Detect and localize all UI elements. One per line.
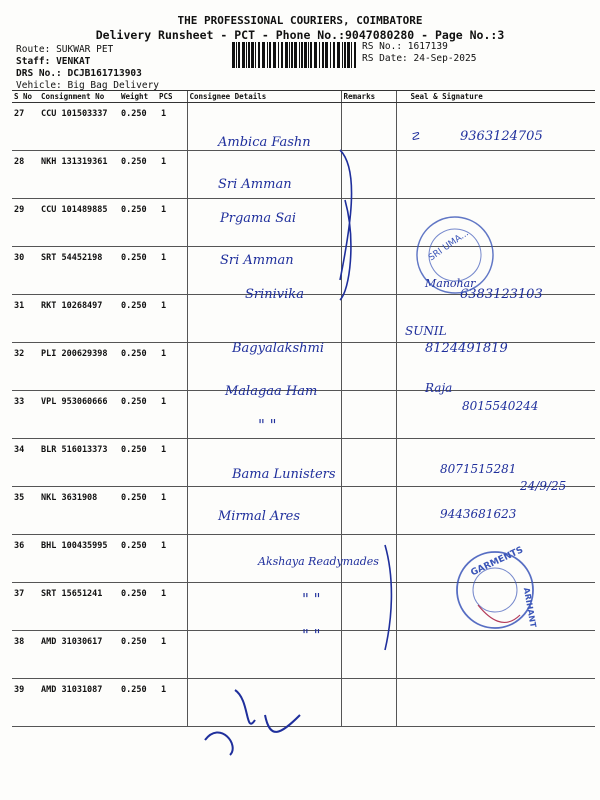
row-seal-signature xyxy=(396,295,595,343)
row-consignee-details xyxy=(187,583,341,631)
row-pcs: 1 xyxy=(157,151,187,199)
row-sno: 28 xyxy=(12,151,39,199)
row-seal-signature xyxy=(396,151,595,199)
col-header-consignee: Consignee Details xyxy=(187,91,341,103)
row-seal-signature xyxy=(396,535,595,583)
drs-value: DCJB161713903 xyxy=(67,68,142,79)
handwritten-name: Akshaya Readymades xyxy=(258,555,379,568)
barcode-bar xyxy=(322,42,324,68)
row-seal-signature xyxy=(396,631,595,679)
row-remarks xyxy=(341,247,396,295)
rs-date-line: RS Date: 24-Sep-2025 xyxy=(362,53,477,64)
handwritten-ditto: " " xyxy=(258,416,277,434)
vehicle-line: Vehicle: Big Bag Delivery xyxy=(16,80,160,91)
col-header-remarks: Remarks xyxy=(341,91,396,103)
row-remarks xyxy=(341,199,396,247)
barcode-bar xyxy=(232,42,235,68)
row-remarks xyxy=(341,583,396,631)
row-pcs: 1 xyxy=(157,103,187,151)
handwritten-name: Bama Lunisters xyxy=(232,467,336,482)
barcode-bar xyxy=(319,42,320,68)
row-consignee-details xyxy=(187,679,341,727)
row-consignment-no: NKH 131319361 xyxy=(39,151,119,199)
barcode-bar xyxy=(347,42,350,68)
row-weight: 0.250 xyxy=(119,103,157,151)
row-seal-signature xyxy=(396,103,595,151)
barcode-bar xyxy=(310,42,312,68)
row-consignee-details xyxy=(187,343,341,391)
row-weight: 0.250 xyxy=(119,247,157,295)
row-pcs: 1 xyxy=(157,631,187,679)
handwritten-phone: 9363124705 xyxy=(460,129,543,144)
table-row xyxy=(12,295,595,343)
barcode-bar xyxy=(333,42,335,68)
handwritten-phone: 6383123103 xyxy=(460,287,543,302)
row-sno: 39 xyxy=(12,679,39,727)
staff-value: VENKAT xyxy=(56,56,91,67)
table-row xyxy=(12,535,595,583)
barcode-bar xyxy=(281,42,283,68)
row-consignment-no: BHL 100435995 xyxy=(39,535,119,583)
barcode-bar xyxy=(289,42,290,68)
row-pcs: 1 xyxy=(157,199,187,247)
table-row xyxy=(12,151,595,199)
barcode-bar xyxy=(246,42,247,68)
barcode-bar xyxy=(351,42,352,68)
handwritten-name: Srinivika xyxy=(245,287,304,302)
handwritten-name: Mirmal Ares xyxy=(218,509,301,524)
barcode-bar xyxy=(291,42,293,68)
row-consignment-no: CCU 101503337 xyxy=(39,103,119,151)
row-consignee-details xyxy=(187,535,341,583)
table-header-row xyxy=(12,91,595,103)
table-row xyxy=(12,439,595,487)
row-weight: 0.250 xyxy=(119,631,157,679)
table-row xyxy=(12,583,595,631)
row-consignee-details xyxy=(187,631,341,679)
row-remarks xyxy=(341,103,396,151)
row-sno: 32 xyxy=(12,343,39,391)
handwritten-name: Prgama Sai xyxy=(220,211,297,226)
row-consignment-no: PLI 200629398 xyxy=(39,343,119,391)
barcode-bar xyxy=(258,42,260,68)
table-row xyxy=(12,391,595,439)
company-title: THE PROFESSIONAL COURIERS, COIMBATORE xyxy=(177,14,423,27)
table-row xyxy=(12,487,595,535)
col-header-consignment: Consignment No xyxy=(39,91,119,103)
stamp-text: ARIHANT xyxy=(521,586,538,629)
row-consignment-no: SRT 54452198 xyxy=(39,247,119,295)
barcode-bar xyxy=(354,42,356,68)
row-consignment-no: AMD 31031087 xyxy=(39,679,119,727)
row-consignment-no: AMD 31030617 xyxy=(39,631,119,679)
handwritten-name: Malagaa Ham xyxy=(225,384,318,399)
row-sno: 34 xyxy=(12,439,39,487)
row-weight: 0.250 xyxy=(119,439,157,487)
row-consignment-no: BLR 516013373 xyxy=(39,439,119,487)
handwritten-signature-sunil: SUNIL xyxy=(405,324,447,338)
handwritten-ditto: " " xyxy=(302,590,321,608)
row-weight: 0.250 xyxy=(119,487,157,535)
handwritten-date: 24/9/25 xyxy=(520,479,567,493)
row-remarks xyxy=(341,343,396,391)
row-consignee-details xyxy=(187,199,341,247)
barcode-bar xyxy=(337,42,340,68)
col-header-seal: Seal & Signature xyxy=(396,91,595,103)
runsheet-table xyxy=(12,90,595,727)
row-weight: 0.250 xyxy=(119,535,157,583)
barcode-image xyxy=(232,42,357,68)
row-seal-signature xyxy=(396,247,595,295)
row-consignee-details xyxy=(187,151,341,199)
barcode-bar xyxy=(242,42,245,68)
barcode-bar xyxy=(255,42,256,68)
handwritten-name: Ambica Fashn xyxy=(218,135,311,150)
rs-no-line: RS No.: 1617139 xyxy=(362,41,448,52)
row-sno: 30 xyxy=(12,247,39,295)
row-sno: 27 xyxy=(12,103,39,151)
table-row xyxy=(12,247,595,295)
barcode-bar xyxy=(262,42,265,68)
row-weight: 0.250 xyxy=(119,391,157,439)
table-row xyxy=(12,679,595,727)
barcode-bar xyxy=(325,42,328,68)
barcode-bar xyxy=(294,42,297,68)
handwritten-ditto: " " xyxy=(302,626,321,644)
handwritten-phone: 8071515281 xyxy=(440,462,517,476)
handwritten-name: Bagyalakshmi xyxy=(232,341,325,356)
row-weight: 0.250 xyxy=(119,151,157,199)
row-seal-signature xyxy=(396,487,595,535)
row-consignment-no: RKT 10268497 xyxy=(39,295,119,343)
stamp-text: GARMENTS xyxy=(469,545,525,579)
row-weight: 0.250 xyxy=(119,343,157,391)
row-sno: 37 xyxy=(12,583,39,631)
row-consignee-details xyxy=(187,247,341,295)
row-seal-signature xyxy=(396,391,595,439)
row-sno: 36 xyxy=(12,535,39,583)
row-consignee-details xyxy=(187,391,341,439)
row-consignee-details xyxy=(187,295,341,343)
handwritten-name: Sri Amman xyxy=(220,253,294,268)
row-pcs: 1 xyxy=(157,679,187,727)
row-seal-signature xyxy=(396,583,595,631)
row-consignment-no: NKL 3631908 xyxy=(39,487,119,535)
row-sno: 38 xyxy=(12,631,39,679)
table-row xyxy=(12,103,595,151)
route-line: Route: SUKWAR PET xyxy=(16,44,114,55)
row-remarks xyxy=(341,631,396,679)
barcode-bar xyxy=(285,42,288,68)
handwritten-signature-raja: Raja xyxy=(425,381,453,395)
barcode-bar xyxy=(273,42,276,68)
handwritten-phone: 8124491819 xyxy=(425,341,508,356)
barcode-bar xyxy=(314,42,317,68)
barcode-bar xyxy=(248,42,250,68)
row-weight: 0.250 xyxy=(119,295,157,343)
drs-line: DRS No.: DCJB161713903 xyxy=(16,68,142,79)
row-pcs: 1 xyxy=(157,439,187,487)
col-header-pcs: PCS xyxy=(157,91,187,103)
row-consignee-details xyxy=(187,439,341,487)
row-weight: 0.250 xyxy=(119,199,157,247)
handwritten-phone: 9443681623 xyxy=(440,507,517,521)
row-sno: 31 xyxy=(12,295,39,343)
row-sno: 29 xyxy=(12,199,39,247)
row-pcs: 1 xyxy=(157,535,187,583)
table-row xyxy=(12,343,595,391)
barcode-bar xyxy=(269,42,271,68)
row-seal-signature xyxy=(396,439,595,487)
staff-line: Staff: VENKAT xyxy=(16,56,91,67)
row-pcs: 1 xyxy=(157,295,187,343)
row-remarks xyxy=(341,151,396,199)
row-sno: 33 xyxy=(12,391,39,439)
barcode-bar xyxy=(236,42,237,68)
table-row xyxy=(12,631,595,679)
barcode-bar xyxy=(330,42,331,68)
barcode-bar xyxy=(301,42,303,68)
rs-date-value: 24-Sep-2025 xyxy=(413,53,477,64)
barcode-bar xyxy=(342,42,343,68)
col-header-weight: Weight xyxy=(119,91,157,103)
row-pcs: 1 xyxy=(157,583,187,631)
handwritten-phone: 8015540244 xyxy=(462,399,539,413)
row-pcs: 1 xyxy=(157,487,187,535)
row-consignment-no: VPL 953060666 xyxy=(39,391,119,439)
row-remarks xyxy=(341,295,396,343)
row-remarks xyxy=(341,535,396,583)
row-pcs: 1 xyxy=(157,247,187,295)
barcode-bar xyxy=(308,42,309,68)
stamp-text: SRI UMA... xyxy=(426,228,471,264)
row-seal-signature xyxy=(396,343,595,391)
row-sno: 35 xyxy=(12,487,39,535)
table-row xyxy=(12,199,595,247)
row-weight: 0.250 xyxy=(119,583,157,631)
barcode-bar xyxy=(267,42,268,68)
signature-mark: ☡ xyxy=(410,130,420,143)
handwritten-signature-manohar: Manohar xyxy=(425,277,476,290)
row-pcs: 1 xyxy=(157,343,187,391)
barcode-bar xyxy=(251,42,254,68)
row-remarks xyxy=(341,439,396,487)
row-consignment-no: SRT 15651241 xyxy=(39,583,119,631)
vehicle-value: Big Bag Delivery xyxy=(67,80,160,91)
row-seal-signature xyxy=(396,679,595,727)
row-remarks xyxy=(341,391,396,439)
row-remarks xyxy=(341,487,396,535)
barcode-bar xyxy=(278,42,279,68)
row-pcs: 1 xyxy=(157,391,187,439)
rs-no-value: 1617139 xyxy=(407,41,448,52)
runsheet-subtitle: Delivery Runsheet - PCT - Phone No.:9047080280 - Page No.:3 xyxy=(95,28,505,42)
row-weight: 0.250 xyxy=(119,679,157,727)
barcode-bar xyxy=(304,42,307,68)
row-seal-signature xyxy=(396,199,595,247)
row-consignee-details xyxy=(187,103,341,151)
barcode-bar xyxy=(299,42,300,68)
row-consignment-no: CCU 101489885 xyxy=(39,199,119,247)
col-header-sno: S No xyxy=(12,91,39,103)
barcode-bar xyxy=(238,42,240,68)
row-consignee-details xyxy=(187,487,341,535)
row-remarks xyxy=(341,679,396,727)
barcode-bar xyxy=(344,42,346,68)
route-value: SUKWAR PET xyxy=(56,44,114,55)
handwritten-name: Sri Amman xyxy=(218,177,292,192)
